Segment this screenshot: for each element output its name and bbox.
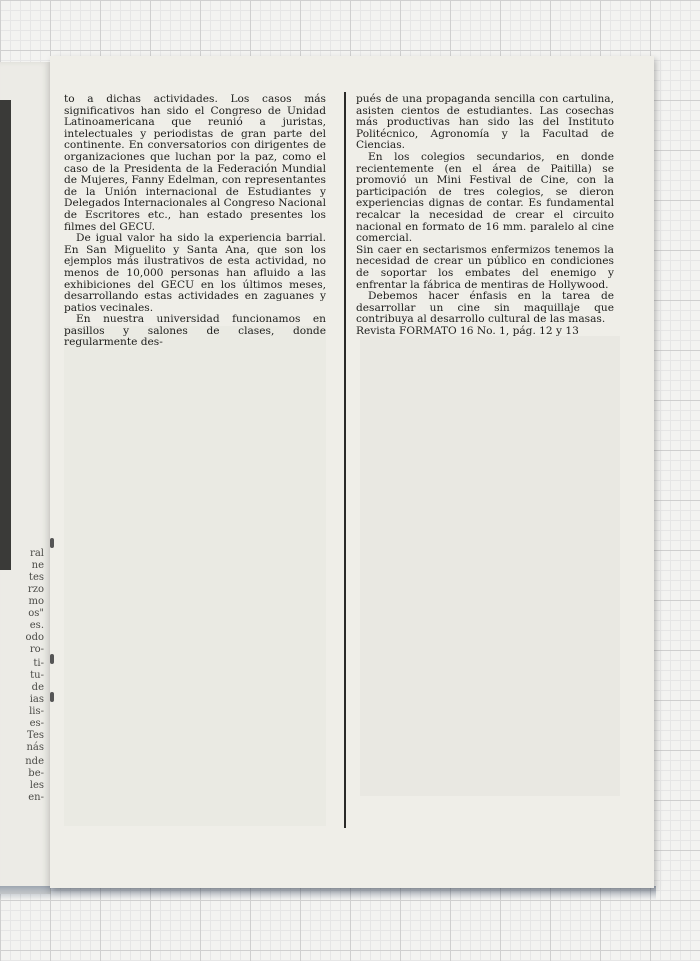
page-shadow — [0, 886, 656, 900]
left-fragment-block-top — [0, 548, 50, 656]
previous-page-edge — [0, 62, 51, 894]
right-text-column — [356, 94, 614, 337]
fragment-line: ti- — [33, 658, 44, 669]
paragraph: En los colegios secundarios, en donde recientemente (en el área de Paitilla) se promovió un Mini Festival de Cine, con la participación de tres colegios, se dieron experiencias dignas de contar. Es fundamental recalcar la necesidad de crear el circuito nacional en formato de 16 mm. paralelo al cine comercial. — [356, 150, 614, 245]
fragment-line: os" — [28, 608, 44, 619]
fragment-line: de — [31, 682, 44, 693]
staple — [50, 692, 54, 702]
staple — [50, 654, 54, 664]
left-fragment-block-middle — [0, 658, 50, 754]
fragment-line: ral — [30, 548, 44, 559]
document-page — [50, 56, 654, 888]
fragment-line: en- — [28, 792, 44, 803]
fragment-line: nde — [25, 756, 44, 767]
fragment-line: odo — [25, 632, 44, 643]
fragment-line: mo — [28, 596, 44, 607]
fragment-line: tes — [28, 572, 44, 583]
paragraph: to a dichas actividades. Los casos más significativos han sido el Congreso de Unidad Latinoamericana que reunió a juristas, intelectuales y periodistas de gran parte del continente. En conversatorios con dirigentes de organizaciones que luchan por la paz, como el caso de la Presidenta de la Federación Mundial de Mujeres, Fanny Edelman, con representantes de la Unión internacional de Estudiantes y Delegados Internacionales al Congreso Nacional de Escritores etc., han estado presentes los filmes del GECU. — [64, 93, 327, 233]
paragraph: Sin caer en sectarismos enfermizos tenemos la necesidad de crear un público en condiciones de soportar los embates del enemigo y enfrentar la fábrica de mentiras de Hollywood. — [356, 243, 614, 291]
fragment-line: Tes — [27, 730, 44, 741]
show-through-right — [360, 336, 620, 796]
fragment-line: rzo — [27, 584, 44, 595]
left-text-column — [64, 94, 326, 349]
fragment-line: ro- — [29, 644, 44, 655]
fragment-line: es. — [29, 620, 44, 631]
fragment-line: be- — [28, 768, 44, 779]
photo-fragment — [0, 100, 11, 570]
fragment-line: tu- — [30, 670, 44, 681]
paragraph: Debemos hacer énfasis en la tarea de desarrollar un cine sin maquillaje que contribuya al desarrollo cultural de las masas. — [356, 290, 614, 326]
column-divider — [344, 92, 346, 828]
fragment-line: ne — [31, 560, 44, 571]
paragraph: pués de una propaganda sencilla con cartulina, asisten cientos de estudiantes. Las cosechas más productivas han sido las del Instituto Politécnico, Agronomía y la Facultad de Ciencias. — [356, 93, 614, 152]
show-through-left — [64, 326, 326, 826]
paragraph: De igual valor ha sido la experiencia barrial. En San Miguelito y Santa Ana, que son los ejemplos más ilustrativos de esta actividad, no menos de 10,000 personas han afluido a las exhibiciones del GECU en los últimos meses, desarrollando estas actividades en zaguanes y patios vecinales. — [64, 232, 326, 314]
staple — [50, 538, 54, 548]
fragment-line: les — [29, 780, 44, 791]
source-citation: Revista FORMATO 16 No. 1, pág. 12 y 13 — [356, 324, 579, 337]
fragment-line: lis- — [29, 706, 44, 717]
fragment-line: ias — [29, 694, 44, 705]
fragment-line: nás — [26, 742, 44, 753]
fragment-line: es- — [29, 718, 44, 729]
paragraph: En nuestra universidad funcionamos en pasillos y salones de clases, donde regularmente des- — [64, 313, 326, 349]
left-fragment-block-bottom — [0, 756, 50, 804]
